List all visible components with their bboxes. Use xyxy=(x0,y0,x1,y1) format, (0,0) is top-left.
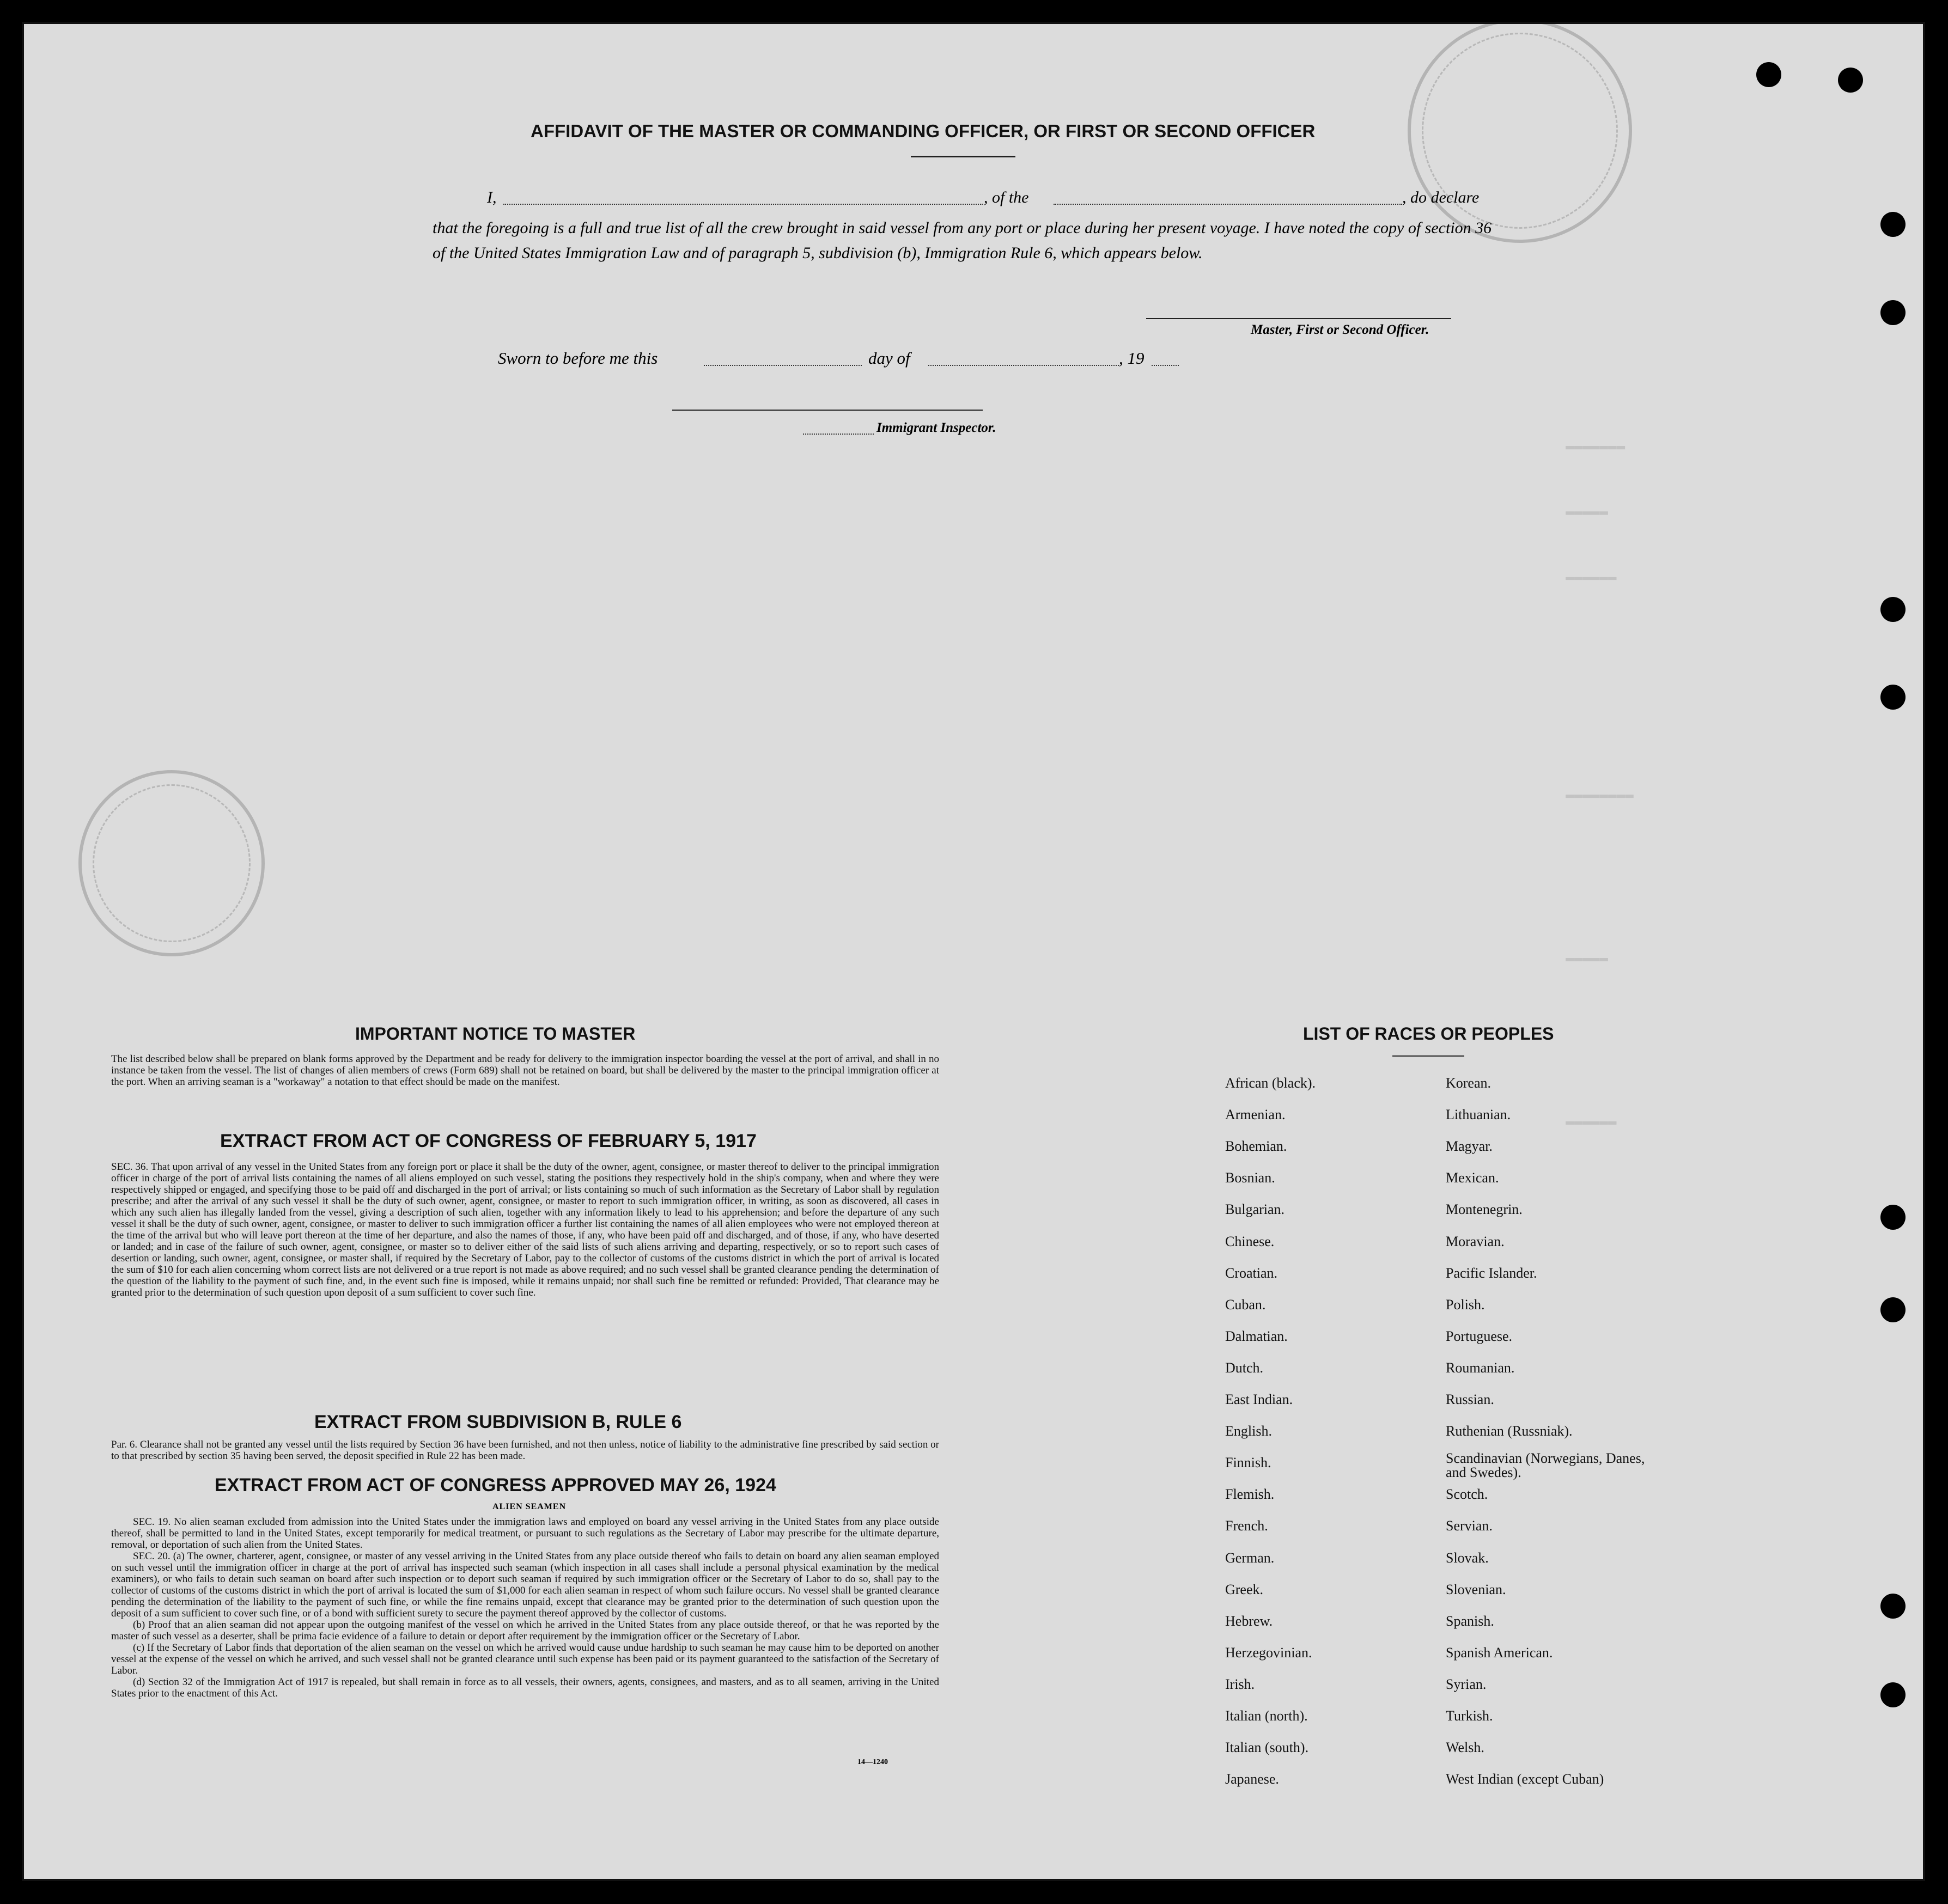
extract-1924-subtitle: ALIEN SEAMEN xyxy=(492,1502,567,1511)
affidavit-line1-declare: , do declare xyxy=(1402,188,1480,206)
race-item: Scotch. xyxy=(1446,1486,1488,1502)
race-item: West Indian (except Cuban) xyxy=(1446,1771,1604,1787)
race-item: Lithuanian. xyxy=(1446,1107,1511,1122)
inspector-signature-line[interactable] xyxy=(672,410,983,411)
sec20c-paragraph: (c) If the Secretary of Labor finds that deportation of the alien seaman on the vessel on which he arrived would cause undue hardship to such seaman he may cause him to be deported on another vessel at the expense of the vessel on which he arrived, and such vessel shall not be granted clearance until such expense has been paid or its payment guaranteed to the satisfaction of the Secretary of Labor. xyxy=(111,1642,939,1676)
race-item: Cuban. xyxy=(1225,1297,1266,1313)
affidavit-title: AFFIDAVIT OF THE MASTER OR COMMANDING OFFICER, OR FIRST OR SECOND OFFICER xyxy=(531,121,1316,141)
signature-line[interactable] xyxy=(1146,318,1451,319)
sec20a-paragraph: SEC. 20. (a) The owner, charterer, agent, consignee, or master of any vessel arriving in the United States from any place outside thereof who fails to detain on board any alien seaman employed on such vessel until the immigration officer in charge at the port of arrival has inspected such seaman (which inspection in all cases shall include a personal physical examination by the medical examiners), or who fails to detain such seaman on board after such inspection or to deport such seaman if required by such immigration officer or the Secretary of Labor to do so, shall pay to the collector of customs of the customs district in which the port of arrival is located the sum of $1,000 for each alien seaman in respect of whom such failure occurs. No vessel shall be granted clearance pending the determination of the liability to the payment of such fine, or while the fine remains unpaid, except that clearance may be granted prior to the determination of such question upon the deposit of a sum sufficient to cover such fine, or of a bond with sufficient surety to secure the payment thereof approved by the collector of customs. xyxy=(111,1551,939,1619)
extract-1924-title: EXTRACT FROM ACT OF CONGRESS APPROVED MAY 26, 1924 xyxy=(215,1475,776,1496)
sworn-day-blank[interactable] xyxy=(704,365,862,366)
bleed-through-text: ▬▬▬▬▬▬▬▬ xyxy=(1566,786,1634,803)
document-page xyxy=(22,22,1925,1881)
sec20b-paragraph: (b) Proof that an alien seaman did not appear upon the outgoing manifest of the vessel on which he arrived in the United States from any place outside thereof, or that he was reported by the master of such vessel as a deserter, shall be prima facie evidence of a failure to detain or deport after requirement by the immigration officer or the Secretary of Labor. xyxy=(111,1619,939,1642)
extract-rule6-text: Par. 6. Clearance shall not be granted any vessel until the lists required by Section 36 have been furnished, and not then unless, notice of liability to the administrative fine prescribed by said section or to that prescribed by section 35 having been served, the deposit specified in Rule 22 has been made. xyxy=(111,1439,939,1462)
notice-text: The list described below shall be prepared on blank forms approved by the Department and be ready for delivery to the immigration inspector boarding the vessel at the port of arrival, and shall in no instance be taken from the vessel. The list of changes of alien members of crews (Form 689) shall not be retained on board, but shall be delivered by the master to the principal immigration officer at the port. When an arriving seaman is a "workaway" a notation to that effect should be made on the manifest. xyxy=(111,1053,939,1088)
bleed-through-text: ▬▬▬▬▬▬ xyxy=(1566,1113,1617,1130)
race-item: Magyar. xyxy=(1446,1138,1493,1154)
affidavit-line1-of-the: , of the xyxy=(984,188,1029,206)
embossed-seal-left xyxy=(78,770,265,956)
race-item: Greek. xyxy=(1225,1582,1264,1597)
punch-hole xyxy=(1880,1594,1906,1619)
sworn-year: , 19 xyxy=(1119,349,1145,368)
extract-rule6-title: EXTRACT FROM SUBDIVISION B, RULE 6 xyxy=(314,1412,682,1432)
race-item: Herzegovinian. xyxy=(1225,1645,1312,1661)
race-item: Syrian. xyxy=(1446,1676,1487,1692)
punch-hole xyxy=(1880,300,1906,325)
races-title: LIST OF RACES OR PEOPLES xyxy=(1303,1024,1554,1043)
punch-hole xyxy=(1880,685,1906,710)
race-item: Hebrew. xyxy=(1225,1613,1273,1629)
race-item: Russian. xyxy=(1446,1392,1494,1407)
race-item: Slovenian. xyxy=(1446,1582,1506,1597)
extract-1917-text: SEC. 36. That upon arrival of any vessel in the United States from any foreign port or place it shall be the duty of the owner, agent, consignee, or master thereof to deliver to the principal immigration officer in charge of the port of arrival lists containing the names of all aliens employed on such vessel, stating the positions they respectively hold in the ship's company, when and where they were respectively shipped or engaged, and specifying those to be paid off and discharged in the port of arrival; or lists containing so much of such information as the Secretary of Labor shall by regulation prescribe; and after the arrival of any such vessel it shall be the duty of such owner, agent, consignee, or master to report to such immigration officer, in writing, as soon as discovered, all cases in which any such alien has illegally landed from the vessel, giving a description of such alien, together with any information likely to lead to his apprehension; and before the departure of any such vessel it shall be the duty of such owner, agent, consignee, or master to deliver to such immigration officer a further list containing the names of all alien employees who were not employed thereon at the time of the arrival but who will leave port thereon at the time of her departure, and also the names of those, if any, who have been paid off and discharged, and of those, if any, who have deserted or landed; and in case of the failure of such owner, agent, consignee, or master so to deliver either of the said lists of such aliens arriving and departing, respectively, or so to report such cases of desertion or landing, such owner, agent, consignee, or master shall, if required by the Secretary of Labor, pay to the collector of customs of the customs district in which the port of arrival is located the sum of $10 for each alien concerning whom correct lists are not delivered or a true report is not made as above required; and no such vessel shall be granted clearance pending the determination of the question of the liability to the payment of such fine, and, in the event such fine is imposed, while it remains unpaid; nor shall such fine be remitted or refunded: Provided, That clearance may be granted prior to the determination of such question upon deposit of a sum sufficient to cover such fine. xyxy=(111,1161,939,1298)
extract-1917-title: EXTRACT FROM ACT OF CONGRESS OF FEBRUARY 5, 1917 xyxy=(220,1131,757,1151)
race-item: African (black). xyxy=(1225,1075,1316,1091)
race-item: Welsh. xyxy=(1446,1740,1484,1755)
vessel-blank[interactable] xyxy=(1054,204,1402,205)
inspector-dots xyxy=(803,434,874,435)
race-item: Scandinavian (Norwegians, Danes, and Swedes). xyxy=(1446,1450,1645,1480)
race-item: Japanese. xyxy=(1225,1771,1279,1787)
punch-hole xyxy=(1880,1297,1906,1322)
form-number: 14—1240 xyxy=(857,1758,888,1766)
race-item: Spanish American. xyxy=(1446,1645,1553,1661)
sworn-year-blank[interactable] xyxy=(1152,365,1179,366)
name-blank[interactable] xyxy=(503,204,983,205)
affidavit-line1-i: I, xyxy=(487,188,497,206)
race-item: Italian (south). xyxy=(1225,1740,1309,1755)
punch-hole xyxy=(1838,68,1863,93)
punch-hole xyxy=(1880,1682,1906,1707)
bleed-through-text: ▬▬▬▬▬ xyxy=(1566,950,1609,966)
race-item: Bosnian. xyxy=(1225,1170,1275,1186)
race-item: Polish. xyxy=(1446,1297,1485,1313)
race-item: Finnish. xyxy=(1225,1455,1271,1470)
race-item: Korean. xyxy=(1446,1075,1492,1091)
punch-hole xyxy=(1880,597,1906,622)
race-item: Dalmatian. xyxy=(1225,1328,1288,1344)
sworn-day-of: day of xyxy=(868,349,910,368)
bleed-through-text: ▬▬▬▬▬▬ xyxy=(1566,569,1617,585)
race-item: Flemish. xyxy=(1225,1486,1275,1502)
race-item: German. xyxy=(1225,1550,1275,1566)
race-item: Irish. xyxy=(1225,1676,1255,1692)
race-item: Croatian. xyxy=(1225,1265,1278,1281)
affidavit-paragraph: that the foregoing is a full and true list of all the crew brought in said vessel from any port or place during her present voyage. I have noted the copy of section 36 of the United States Immigration Law and of paragraph 5, subdivision (b), Immigration Rule 6, which appears below. xyxy=(433,219,1492,262)
sworn-month-blank[interactable] xyxy=(928,365,1119,366)
race-item: Portuguese. xyxy=(1446,1328,1513,1344)
race-item: East Indian. xyxy=(1225,1392,1293,1407)
punch-hole xyxy=(1880,1205,1906,1230)
race-item: Roumanian. xyxy=(1446,1360,1515,1376)
race-item: English. xyxy=(1225,1423,1272,1439)
race-item: Italian (north). xyxy=(1225,1708,1308,1724)
punch-hole xyxy=(1880,212,1906,237)
bleed-through-text: ▬▬▬▬▬▬▬ xyxy=(1566,438,1626,454)
race-item: Bulgarian. xyxy=(1225,1201,1285,1217)
race-item: Pacific Islander. xyxy=(1446,1265,1537,1281)
race-item: Dutch. xyxy=(1225,1360,1264,1376)
sworn-prefix: Sworn to before me this xyxy=(498,349,658,368)
race-item: Ruthenian (Russniak). xyxy=(1446,1423,1573,1439)
race-item: Bohemian. xyxy=(1225,1138,1287,1154)
inspector-label: Immigrant Inspector. xyxy=(876,420,996,435)
extract-1924-body xyxy=(111,1516,939,1699)
sec20d-paragraph: (d) Section 32 of the Immigration Act of 1917 is repealed, but shall remain in force as to all vessels, their owners, agents, consignees, and masters, and as to all seamen, arriving in the United States prior to the enactment of this Act. xyxy=(111,1676,939,1699)
race-item: Moravian. xyxy=(1446,1234,1505,1249)
notice-title: IMPORTANT NOTICE TO MASTER xyxy=(355,1024,636,1043)
punch-hole xyxy=(1756,62,1781,87)
race-item: Slovak. xyxy=(1446,1550,1489,1566)
bleed-through-text: ▬▬▬▬▬ xyxy=(1566,503,1609,520)
race-item: Armenian. xyxy=(1225,1107,1286,1122)
sec19-paragraph: SEC. 19. No alien seaman excluded from admission into the United States under the immigration laws and employed on board any vessel arriving in the United States from any place outside thereof, shall be permitted to land in the United States, except temporarily for medical treatment, or pursuant to such regulations as the Secretary of Labor may prescribe for the ultimate departure, removal, or deportation of such alien from the United States. xyxy=(111,1516,939,1551)
races-title-underline xyxy=(1392,1055,1464,1057)
embossed-seal-top xyxy=(1408,22,1632,243)
race-item: Spanish. xyxy=(1446,1613,1494,1629)
title-underline xyxy=(911,156,1015,157)
race-item: Turkish. xyxy=(1446,1708,1493,1724)
race-item: Chinese. xyxy=(1225,1234,1275,1249)
race-item: Mexican. xyxy=(1446,1170,1499,1186)
race-item: French. xyxy=(1225,1518,1268,1534)
race-item: Servian. xyxy=(1446,1518,1493,1534)
race-item: Montenegrin. xyxy=(1446,1201,1523,1217)
signature-label: Master, First or Second Officer. xyxy=(1251,322,1429,337)
